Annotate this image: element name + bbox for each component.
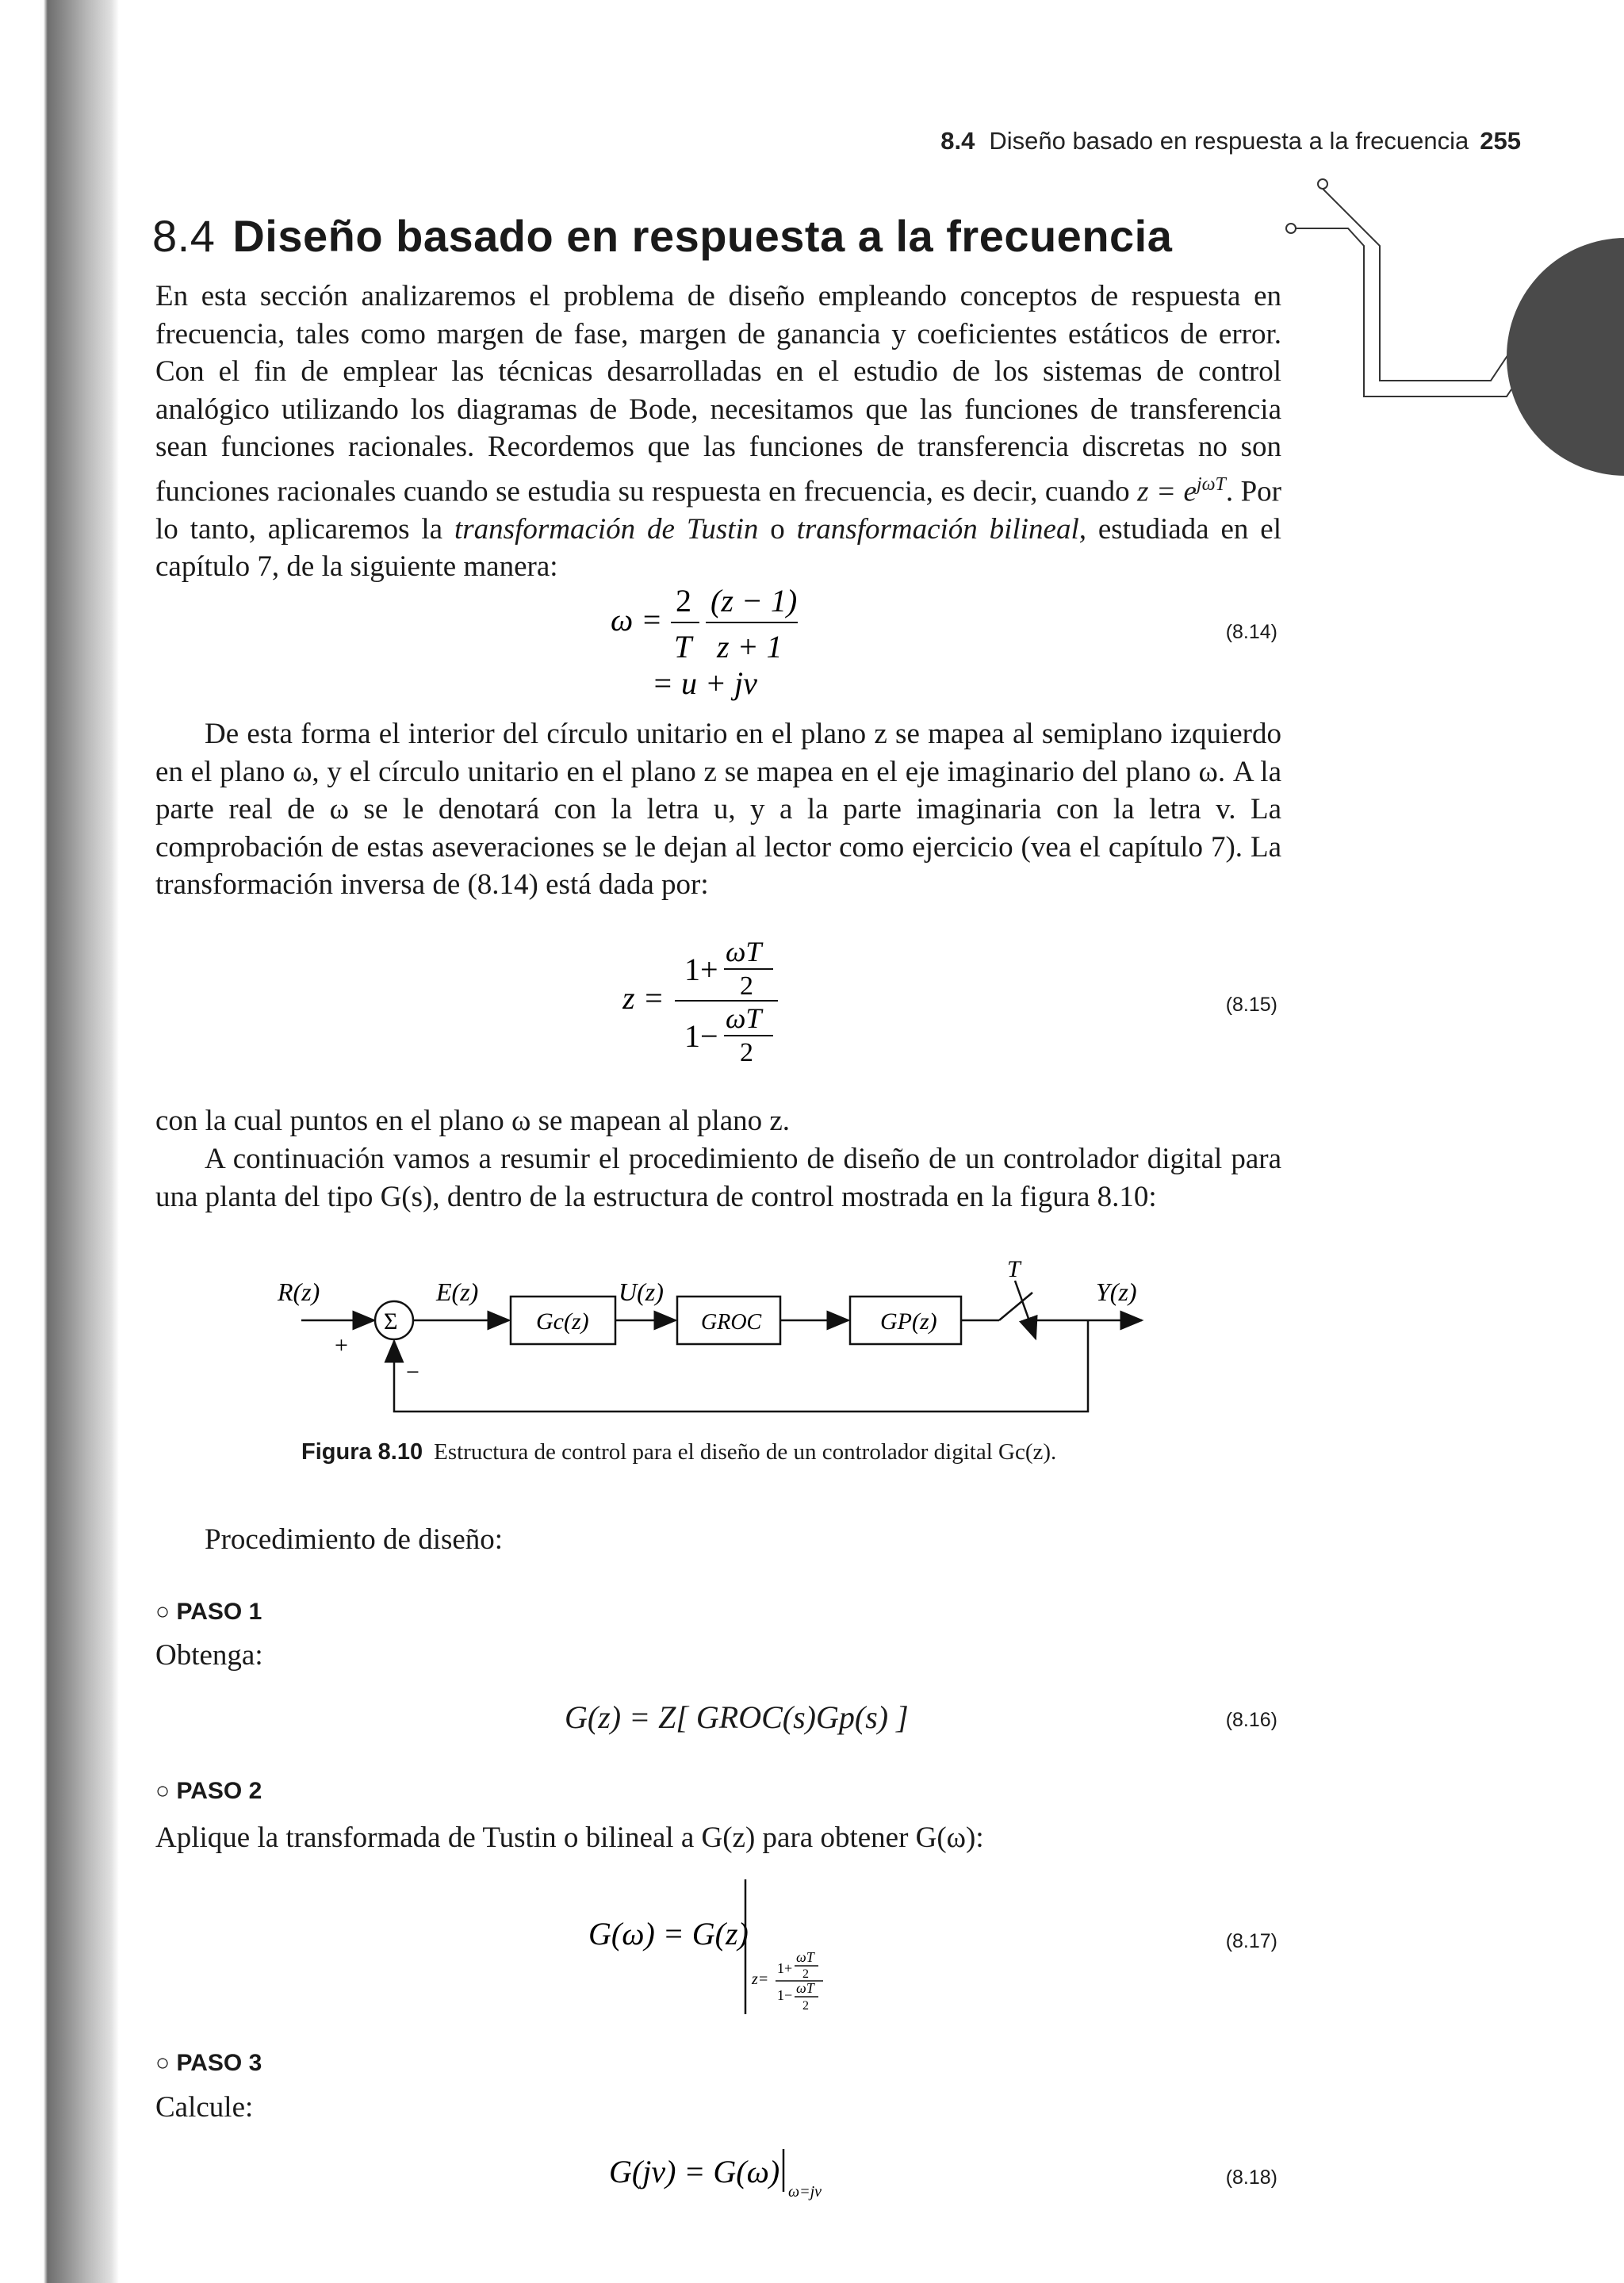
section-title-text: Diseño basado en respuesta a la frecuencia — [232, 211, 1173, 261]
eq818-sub: ω=jv — [788, 2183, 822, 2201]
eq817-sub-num-inner-num: ωT — [796, 1949, 814, 1965]
diagram-label-r: R(z) — [278, 1277, 320, 1306]
diagram-label-groc: GROC — [701, 1310, 762, 1335]
eq814-lhs: ω = — [611, 602, 663, 638]
eq815-num-pre: 1+ — [684, 952, 718, 987]
equation-number-8-14: (8.14) — [1225, 621, 1277, 643]
diagram-sigma: Σ — [384, 1308, 398, 1335]
equation-8-14 — [611, 575, 848, 702]
page-number: 255 — [1480, 127, 1521, 155]
eq815-den-inner-den: 2 — [740, 1038, 753, 1067]
header-section-number: 8.4 — [940, 127, 975, 155]
figure-caption — [301, 1439, 1056, 1465]
step-1-heading: ○ PASO 1 — [155, 1599, 262, 1625]
running-header — [940, 127, 1521, 155]
figure-label: Figura 8.10 — [301, 1439, 423, 1465]
p1-math: z = e — [1137, 475, 1197, 508]
figure-caption-text: Estructura de control para el diseño de un controlador digital Gc(z). — [434, 1439, 1057, 1465]
p1-text-c: o — [758, 512, 797, 546]
eq817-sub-den-inner-num: ωT — [796, 1980, 814, 1996]
eq817-sub-lhs: z= — [752, 1971, 769, 1988]
eq814-frac-num: (z − 1) — [710, 583, 798, 619]
equation-number-8-16: (8.16) — [1225, 1709, 1277, 1731]
paragraph-mapping-result: con la cual puntos en el plano ω se mapean al plano z. — [155, 1105, 791, 1137]
equation-8-16: G(z) = Z[ GROC(s)Gp(s) ] — [565, 1699, 909, 1735]
sampler-arrow — [1015, 1281, 1036, 1339]
eq815-num-inner-den: 2 — [740, 971, 753, 1001]
diagram-label-y: Y(z) — [1096, 1277, 1137, 1306]
header-title: Diseño basado en respuesta a la frecuencia — [989, 127, 1469, 155]
diagram-minus-sign: − — [406, 1359, 419, 1385]
procedure-heading: Procedimiento de diseño: — [205, 1523, 504, 1556]
diagram-label-u: U(z) — [619, 1277, 664, 1306]
eq817-expression: G(ω) = G(z) — [588, 1916, 749, 1952]
equation-number-8-17: (8.17) — [1225, 1930, 1277, 1952]
paragraph-intro — [155, 278, 1281, 586]
diagram-label-gp: GP(z) — [880, 1308, 937, 1335]
step-2-heading: ○ PASO 2 — [155, 1778, 262, 1804]
scan-gutter-shadow — [0, 0, 119, 2283]
section-number: 8.4 — [152, 211, 216, 261]
eq815-den-pre: 1− — [684, 1018, 718, 1054]
diagram-plus-sign: + — [335, 1332, 348, 1358]
step-1-text: Obtenga: — [155, 1639, 263, 1672]
p1-emphasis-tustin: transformación de Tustin — [454, 512, 759, 546]
diagram-label-e: E(z) — [436, 1277, 479, 1306]
p1-math-sup: jωT — [1196, 473, 1226, 495]
step-3-heading: ○ PASO 3 — [155, 2050, 262, 2076]
decorative-circuit-graphic — [1285, 174, 1624, 492]
paragraph-procedure-intro: A continuación vamos a resumir el procedimiento de diseño de un controlador digital para una planta del tipo G(s), dentro de la estructura de control mostrada en la figura 8.10: — [155, 1143, 1281, 1213]
eq815-den-inner-num: ωT — [726, 1002, 762, 1034]
eq818-expression: G(jv) = G(ω) — [609, 2154, 780, 2189]
eq817-sub-den-pre: 1− — [777, 1987, 793, 2003]
eq814-frac-den: z + 1 — [717, 629, 783, 665]
eq817-sub-den-inner-den: 2 — [802, 1999, 809, 2013]
eq814-line2: = u + jv — [652, 665, 757, 701]
p1-text-d: estudiada en el capítulo 7, de la siguiente manera: — [155, 512, 1281, 584]
equation-8-15 — [622, 936, 797, 1078]
p1-text-b: . Por lo tanto, aplicaremos la — [155, 475, 1282, 546]
eq815-num-inner-num: ωT — [726, 936, 762, 967]
section-title — [152, 210, 1172, 262]
eq814-coef-den: T — [674, 629, 692, 665]
step-2-text: Aplique la transformada de Tustin o bilineal a G(z) para obtener G(ω): — [155, 1821, 984, 1854]
eq815-lhs: z = — [622, 980, 665, 1016]
diagram-label-t: T — [1007, 1256, 1021, 1282]
equation-8-17 — [588, 1879, 858, 2022]
eq817-sub-num-inner-den: 2 — [802, 1967, 809, 1981]
step-3-text: Calcule: — [155, 2091, 254, 2124]
eq814-coef-num: 2 — [676, 583, 691, 619]
paragraph-mapping: De esta forma el interior del círculo unitario en el plano z se mapea al semiplano izquierdo en el plano ω, y el círculo unitario en el plano z se mapea en el eje imaginario del plano ω. A la parte real de ω se le denotará con la letra u, y a la parte imaginaria con la letra v. La comprobación de estas aseveraciones se le dejan al lector como ejercicio (vea el capítulo 7). La transformación inversa de (8.14) está dada por: — [155, 718, 1281, 902]
equation-number-8-15: (8.15) — [1225, 994, 1277, 1016]
equation-number-8-18: (8.18) — [1225, 2166, 1277, 2189]
p1-emphasis-bilinear: transformación bilineal, — [796, 512, 1086, 546]
eq817-sub-num-pre: 1+ — [777, 1960, 793, 1976]
equation-8-18 — [609, 2141, 863, 2212]
control-block-diagram — [270, 1253, 1189, 1427]
p1-text-a: En esta sección analizaremos el problema de diseño empleando conceptos de respuesta en frecuencia, tales como margen de fase, margen de ganancia y coeficientes estáticos de error. Con el fin de emplear las técnicas desarrolladas en el estudio de los sistemas de control analógico utilizando los diagramas de Bode, necesitamos que las funciones de transferencia sean funciones racionales. Recordemos que las funciones de transferencia discretas no son funciones racionales cuando se estudia su respuesta en frecuencia, es decir, cuando — [155, 280, 1281, 508]
diagram-label-gc: Gc(z) — [536, 1308, 589, 1335]
